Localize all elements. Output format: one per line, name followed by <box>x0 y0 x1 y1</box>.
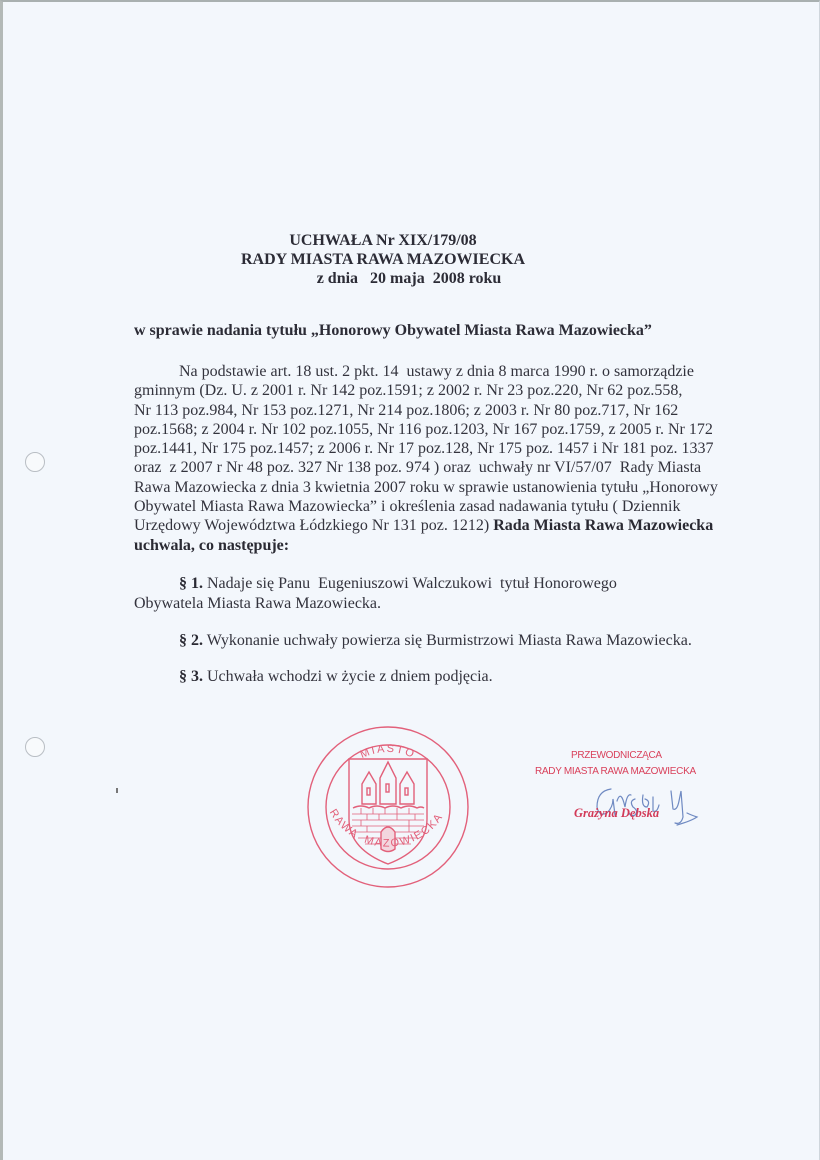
enacting-formula: uchwala, co następuje: <box>134 536 290 554</box>
paragraph-3 <box>134 667 493 687</box>
preamble-line: gminnym (Dz. U. z 2001 r. Nr 142 poz.1591; z 2002 r. Nr 23 poz.220, Nr 62 poz.558, <box>134 382 683 400</box>
paragraph-mark: § 2. <box>179 632 203 649</box>
punch-hole-bottom <box>25 737 45 757</box>
signatory-name: Grażyna Dębska <box>574 806 660 820</box>
paragraph-mark: § 1. <box>179 575 203 592</box>
chairperson-title: PRZEWODNICZĄCA <box>571 750 662 761</box>
paragraph-text: Uchwała wchodzi w życie z dniem podjęcia. <box>203 668 493 685</box>
castle-towers-icon <box>353 762 424 808</box>
preamble-line: poz.1441, Nr 175 poz.1457; z 2006 r. Nr 17 poz.128, Nr 175 poz. 1457 i Nr 181 poz. 1337 <box>134 440 714 458</box>
preamble-line: Na podstawie art. 18 ust. 2 pkt. 14 ustawy z dnia 8 marca 1990 r. o samorządzie <box>179 363 694 380</box>
council-name: RADY MIASTA RAWA MAZOWIECKA <box>535 766 696 777</box>
preamble-line: Rawa Mazowiecka z dnia 3 kwietnia 2007 roku w sprawie ustanowienia tytułu „Honorowy <box>134 478 718 496</box>
resolution-number: UCHWAŁA Nr XIX/179/08 <box>289 232 477 249</box>
resolution-subject: w sprawie nadania tytułu „Honorowy Obywatel Miasta Rawa Mazowiecka” <box>134 322 652 339</box>
paragraph-text: Wykonanie uchwały powierza się Burmistrzowi Miasta Rawa Mazowiecka. <box>203 632 692 649</box>
issuing-body: RADY MIASTA RAWA MAZOWIECKA <box>240 251 526 268</box>
paragraph-mark: § 3. <box>179 668 203 685</box>
preamble <box>134 362 724 555</box>
preamble-line: Obywatel Miasta Rawa Mazowiecka” i określenia zasad nadawania tytułu ( Dziennik <box>134 498 681 516</box>
scan-speck <box>116 788 118 793</box>
resolution-date: z dnia 20 maja 2008 roku <box>316 270 502 287</box>
paragraph-continuation: Obywatela Miasta Rawa Mazowiecka. <box>134 594 382 612</box>
enacting-body: Rada Miasta Rawa Mazowiecka <box>493 517 714 535</box>
resolution-header <box>203 231 563 288</box>
preamble-line: poz.1568; z 2004 r. Nr 102 poz.1055, Nr 116 poz.1203, Nr 167 poz.1759, z 2005 r. Nr 172 <box>134 420 713 438</box>
seal-bottom-text: RAWA MAZOWIECKA <box>326 807 446 850</box>
paragraph-1 <box>134 574 617 613</box>
punch-hole-top <box>25 452 45 472</box>
preamble-line <box>134 536 724 555</box>
paragraph-2 <box>134 631 692 651</box>
city-seal-stamp <box>305 724 471 890</box>
seal-top-text: MIASTO <box>358 742 418 762</box>
preamble-line: Nr 113 poz.984, Nr 153 poz.1271, Nr 214 poz.1806; z 2003 r. Nr 80 poz.717, Nr 162 <box>134 401 679 419</box>
preamble-line: oraz z 2007 r Nr 48 poz. 327 Nr 138 poz. 974 ) oraz uchwały nr VI/57/07 Rady Miasta <box>134 459 702 477</box>
preamble-line <box>134 516 724 535</box>
preamble-line-text: Urzędowy Województwa Łódzkiego Nr 131 poz. 1212) <box>134 517 494 535</box>
paragraph-text: Nadaje się Panu Eugeniuszowi Walczukowi tytuł Honorowego <box>203 575 617 592</box>
